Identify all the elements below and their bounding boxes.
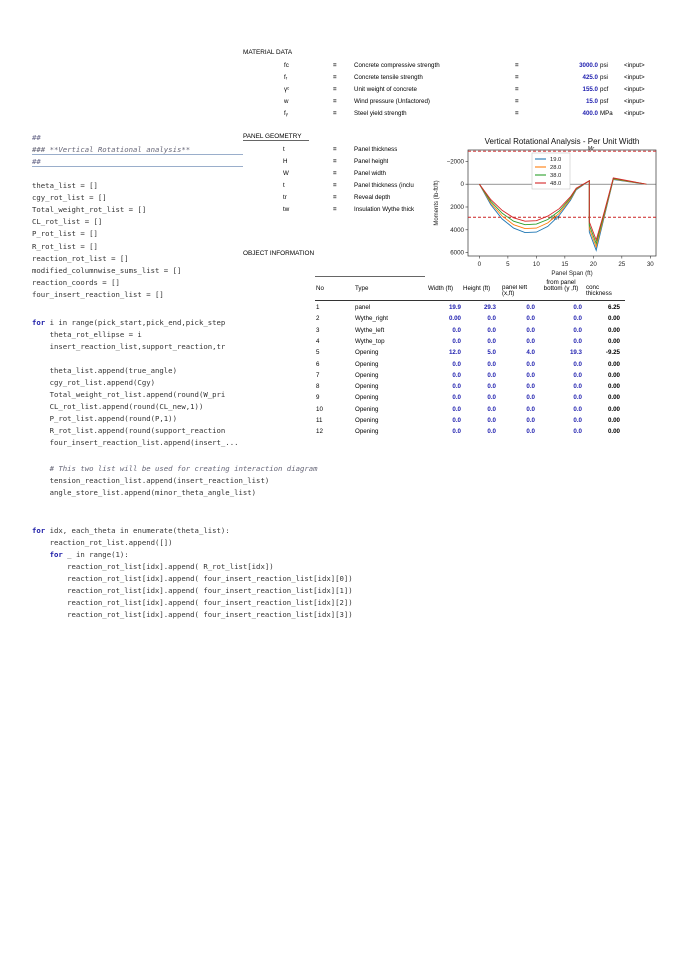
y-tick-label: −2000 xyxy=(446,158,464,166)
row-number: 11 xyxy=(316,417,323,424)
input-tag: <input> xyxy=(624,98,645,105)
material-symbol: w xyxy=(284,98,289,105)
code-line: R_rot_list = [] xyxy=(32,241,98,251)
object-value[interactable]: 0.0 xyxy=(526,304,535,311)
material-symbol: γᶜ xyxy=(284,86,290,93)
row-number: 12 xyxy=(316,428,323,436)
code-for-range-1 xyxy=(32,550,129,559)
material-value-input[interactable]: 425.0 xyxy=(582,74,598,81)
equals-sign: = xyxy=(333,146,337,153)
equals-sign: = xyxy=(515,62,519,69)
row-number: 5 xyxy=(316,349,320,357)
object-value[interactable]: 29.3 xyxy=(483,304,496,311)
row-number: 7 xyxy=(316,371,320,379)
input-tag: <input> xyxy=(624,74,645,81)
material-symbol: fᵧ xyxy=(284,110,288,117)
equals-sign: = xyxy=(333,62,337,69)
equals-sign: = xyxy=(515,74,519,81)
object-value[interactable]: 0.0 xyxy=(487,360,496,368)
object-value[interactable]: -9.25 xyxy=(605,349,620,357)
code-line: reaction_rot_list[idx].append( four_insert_reaction_list[idx][3]) xyxy=(32,610,353,619)
rotational-analysis-chart xyxy=(420,130,660,280)
x-tick-label: 20 xyxy=(589,261,597,268)
object-value[interactable]: 0.0 xyxy=(452,417,461,424)
input-tag: <input> xyxy=(624,62,645,69)
object-value[interactable]: 6.25 xyxy=(607,304,620,311)
code-comment-interaction: # This two list will be used for creating interaction diagram xyxy=(32,464,318,473)
code-keyword: for xyxy=(32,318,46,327)
panel-symbol: W xyxy=(283,170,289,177)
equals-sign: = xyxy=(333,194,337,201)
column-header: Width (ft) xyxy=(428,285,454,292)
object-type: Opening xyxy=(355,394,379,402)
y-tick-label: 0 xyxy=(460,181,464,189)
object-value[interactable]: 0.0 xyxy=(573,326,582,334)
input-tag: <input> xyxy=(624,86,645,93)
object-value[interactable]: 0.00 xyxy=(448,315,461,323)
object-type: Opening xyxy=(355,405,379,413)
y-tick-label: 6000 xyxy=(450,249,464,257)
code-line: R_rot_list.append(round(support_reaction xyxy=(32,426,226,435)
row-number: 10 xyxy=(316,405,323,413)
object-type: Opening xyxy=(355,371,379,379)
annotation-mcr: Mcr xyxy=(550,215,560,222)
object-value[interactable]: 0.0 xyxy=(487,405,496,413)
panel-symbol: H xyxy=(283,158,288,165)
panel-title-underline xyxy=(243,140,309,141)
table-header-divider xyxy=(315,300,625,301)
code-line: theta_rot_ellipse = i xyxy=(32,330,142,339)
code-for-enumerate xyxy=(32,526,230,535)
y-tick-label: 2000 xyxy=(450,203,464,211)
object-value[interactable]: 0.0 xyxy=(452,326,461,334)
x-tick-label: 10 xyxy=(532,261,540,268)
material-unit: psi xyxy=(600,74,608,81)
equals-sign: = xyxy=(333,158,337,165)
object-value[interactable]: 0.0 xyxy=(487,371,496,379)
code-line: reaction_rot_list[idx].append( four_insert_reaction_list[idx][1]) xyxy=(32,586,353,595)
equals-sign: = xyxy=(333,182,337,189)
object-info-title: OBJECT INFORMATION xyxy=(243,250,315,257)
equals-sign: = xyxy=(333,98,337,105)
object-value[interactable]: 0.00 xyxy=(607,337,620,345)
object-value[interactable]: 0.0 xyxy=(487,394,496,402)
x-tick-label: 15 xyxy=(561,261,569,268)
row-number: 6 xyxy=(316,360,320,368)
legend-label: 38.0 xyxy=(550,173,562,179)
chart-title: Vertical Rotational Analysis - Per Unit Width xyxy=(484,137,640,146)
code-line: CL_rot_list = [] xyxy=(32,217,103,227)
object-value[interactable]: 0.00 xyxy=(607,383,620,391)
material-description: Unit weight of concrete xyxy=(354,86,417,93)
code-line: reaction_rot_list[idx].append( R_rot_list[idx]) xyxy=(32,562,274,571)
equals-sign: = xyxy=(515,110,519,117)
panel-description: Panel width xyxy=(354,170,386,177)
code-line: P_rot_list.append(round(P,1)) xyxy=(32,414,177,423)
object-value[interactable]: 0.0 xyxy=(526,383,535,391)
material-description: Steel yield strength xyxy=(354,110,407,117)
code-keyword: for xyxy=(49,550,63,559)
input-tag: <input> xyxy=(624,110,645,117)
object-value[interactable]: 0.00 xyxy=(607,315,620,323)
y-tick-label: 4000 xyxy=(450,226,464,234)
column-header: panel left (x,ft) xyxy=(502,285,528,297)
material-description: Concrete compressive strength xyxy=(354,62,440,69)
column-header: Type xyxy=(355,285,369,292)
material-value-input[interactable]: 400.0 xyxy=(582,110,598,117)
object-type: Wythe_left xyxy=(355,326,385,334)
code-divider xyxy=(32,154,243,155)
x-axis-label: Panel Span (ft) xyxy=(551,270,593,277)
object-value[interactable]: 0.0 xyxy=(526,405,535,413)
code-line: four_insert_reaction_list = [] xyxy=(32,289,164,299)
legend-label: 48.0 xyxy=(550,181,562,187)
code-line: CL_rot_list.append(round(CL_new,1)) xyxy=(32,402,204,411)
panel-symbol: tr xyxy=(283,194,287,201)
object-type: panel xyxy=(355,304,371,311)
equals-sign: = xyxy=(333,74,337,81)
code-divider xyxy=(32,166,243,167)
object-value[interactable]: 0.0 xyxy=(526,326,535,334)
object-value[interactable]: 0.0 xyxy=(573,304,582,311)
object-value[interactable]: 0.00 xyxy=(607,394,620,402)
code-line: reaction_rot_list.append([]) xyxy=(32,538,173,547)
x-tick-label: 30 xyxy=(646,261,654,268)
object-value[interactable]: 0.0 xyxy=(526,394,535,402)
object-value[interactable]: 0.0 xyxy=(452,360,461,368)
legend-label: 28.0 xyxy=(550,165,562,171)
object-type: Opening xyxy=(355,360,379,368)
object-value[interactable]: 0.0 xyxy=(573,405,582,413)
material-description: Wind pressure (Unfactored) xyxy=(354,98,430,105)
row-number: 9 xyxy=(316,394,320,402)
object-value[interactable]: 0.0 xyxy=(526,315,535,323)
object-value[interactable]: 0.0 xyxy=(487,417,496,424)
object-type: Wythe_right xyxy=(355,315,388,323)
code-line: insert_reaction_list,support_reaction,tr xyxy=(32,342,226,351)
row-number: 4 xyxy=(316,337,320,345)
annotation-mr: Mr xyxy=(587,146,595,153)
code-line: cgy_rot_list.append(Cgy) xyxy=(32,378,156,387)
row-number: 2 xyxy=(316,315,320,323)
object-value[interactable]: 5.0 xyxy=(487,349,496,357)
code-line: reaction_coords = [] xyxy=(32,277,120,287)
equals-sign: = xyxy=(333,206,337,213)
object-value[interactable]: 0.0 xyxy=(573,417,582,424)
panel-symbol: tw xyxy=(283,206,290,213)
code-text: i in range(pick_start,pick_end,pick_step xyxy=(45,318,226,327)
material-value-input[interactable]: 15.0 xyxy=(585,98,598,105)
code-for-loop-range xyxy=(32,318,225,327)
object-value[interactable]: 0.0 xyxy=(526,428,535,436)
object-info-underline xyxy=(315,276,425,277)
y-axis-label: Moments (lb-ft/ft) xyxy=(434,180,440,226)
object-value[interactable]: 0.0 xyxy=(573,360,582,368)
object-value[interactable]: 0.00 xyxy=(607,417,620,424)
panel-description: Insulation Wythe thick xyxy=(354,206,415,213)
object-value[interactable]: 0.0 xyxy=(573,428,582,436)
code-line: four_insert_reaction_list.append(insert_... xyxy=(32,438,239,447)
panel-symbol: t xyxy=(283,146,285,153)
object-type: Opening xyxy=(355,428,379,436)
object-value[interactable]: 0.0 xyxy=(573,394,582,402)
object-value[interactable]: 19.9 xyxy=(448,304,461,311)
panel-description: Reveal depth xyxy=(354,194,391,201)
column-header: from panel bottom (y ,ft) xyxy=(543,279,579,292)
object-value[interactable]: 19.3 xyxy=(569,349,582,357)
object-value[interactable]: 0.0 xyxy=(487,428,496,436)
code-line: reaction_rot_list = [] xyxy=(32,253,129,263)
code-comment-line: ## xyxy=(32,157,41,166)
chart-svg xyxy=(420,130,660,280)
equals-sign: = xyxy=(333,170,337,177)
material-unit: pcf xyxy=(600,86,609,93)
object-value[interactable]: 0.00 xyxy=(607,360,620,368)
code-indent xyxy=(32,550,50,559)
code-comment-line: ## xyxy=(32,133,41,142)
panel-description: Panel height xyxy=(354,158,389,165)
code-comment-title: ### **Vertical Rotational analysis** xyxy=(32,145,191,154)
object-value[interactable]: 0.00 xyxy=(607,326,620,334)
material-unit: psi xyxy=(600,62,608,69)
code-line: tension_reaction_list.append(insert_reaction_list) xyxy=(32,476,270,485)
object-value[interactable]: 0.00 xyxy=(607,428,620,436)
material-title: MATERIAL DATA xyxy=(243,49,293,56)
object-value[interactable]: 0.0 xyxy=(573,383,582,391)
column-header: Height (ft) xyxy=(463,285,491,292)
code-line: cgy_rot_list = [] xyxy=(32,193,107,203)
object-value[interactable]: 0.0 xyxy=(452,383,461,391)
material-unit: psf xyxy=(600,98,609,105)
material-symbol: fᵣ xyxy=(284,74,288,81)
object-value[interactable]: 0.0 xyxy=(452,337,461,345)
code-keyword: for xyxy=(32,526,46,535)
code-line: theta_list.append(true_angle) xyxy=(32,366,177,375)
code-line: reaction_rot_list[idx].append( four_insert_reaction_list[idx][0]) xyxy=(32,574,353,583)
code-line: Total_weight_rot_list = [] xyxy=(32,205,147,215)
object-value[interactable]: 0.0 xyxy=(452,428,461,436)
code-text: _ in range(1): xyxy=(62,550,129,559)
object-value[interactable]: 4.0 xyxy=(526,349,535,357)
panel-geometry-title: PANEL GEOMETRY xyxy=(243,133,302,140)
x-tick-label: 25 xyxy=(618,261,626,268)
panel-description: Panel thickness (inclu xyxy=(354,182,414,189)
panel-description: Panel thickness xyxy=(354,146,398,153)
object-type: Wythe_top xyxy=(355,337,385,345)
object-value[interactable]: 0.0 xyxy=(487,326,496,334)
equals-sign: = xyxy=(333,86,337,93)
object-value[interactable]: 0.0 xyxy=(487,337,496,345)
object-value[interactable]: 0.0 xyxy=(526,360,535,368)
code-line: modified_columnwise_sums_list = [] xyxy=(32,265,182,275)
object-type: Opening xyxy=(355,349,379,357)
object-value[interactable]: 12.0 xyxy=(448,349,461,357)
code-line: Total_weight_rot_list.append(round(W_pri xyxy=(32,390,226,399)
object-value[interactable]: 0.0 xyxy=(452,405,461,413)
row-number: 1 xyxy=(316,304,320,311)
code-line: theta_list = [] xyxy=(32,181,98,190)
legend-label: 19.0 xyxy=(550,157,562,163)
panel-symbol: t xyxy=(283,182,285,189)
code-line: reaction_rot_list[idx].append( four_insert_reaction_list[idx][2]) xyxy=(32,598,353,607)
object-value[interactable]: 0.0 xyxy=(573,315,582,323)
row-number: 3 xyxy=(316,326,320,334)
object-value[interactable]: 0.0 xyxy=(526,337,535,345)
object-value[interactable]: 0.0 xyxy=(487,383,496,391)
object-type: Opening xyxy=(355,383,379,391)
code-text: idx, each_theta in enumerate(theta_list): xyxy=(45,526,230,535)
object-value[interactable]: 0.0 xyxy=(526,417,535,424)
equals-sign: = xyxy=(515,98,519,105)
object-value[interactable]: 0.00 xyxy=(607,371,620,379)
material-value-input[interactable]: 155.0 xyxy=(582,86,598,93)
code-line: P_rot_list = [] xyxy=(32,229,98,239)
row-number: 8 xyxy=(316,383,320,391)
material-unit: MPa xyxy=(600,110,613,117)
column-header: conc thickness xyxy=(586,285,612,297)
material-value-input[interactable]: 3000.0 xyxy=(579,62,598,69)
material-symbol: fc xyxy=(284,62,289,69)
object-value[interactable]: 0.0 xyxy=(452,371,461,379)
code-line: angle_store_list.append(minor_theta_angle_list) xyxy=(32,488,257,497)
column-header: No xyxy=(316,285,324,292)
object-value[interactable]: 0.0 xyxy=(573,371,582,379)
material-description: Concrete tensile strength xyxy=(354,74,423,81)
equals-sign: = xyxy=(515,86,519,93)
object-value[interactable]: 0.0 xyxy=(452,394,461,402)
object-value[interactable]: 0.0 xyxy=(526,371,535,379)
x-tick-label: 5 xyxy=(506,261,510,268)
object-value[interactable]: 0.0 xyxy=(573,337,582,345)
equals-sign: = xyxy=(333,110,337,117)
object-value[interactable]: 0.0 xyxy=(487,315,496,323)
x-tick-label: 0 xyxy=(477,261,482,268)
object-value[interactable]: 0.00 xyxy=(607,405,620,413)
object-type: Opening xyxy=(355,417,379,424)
